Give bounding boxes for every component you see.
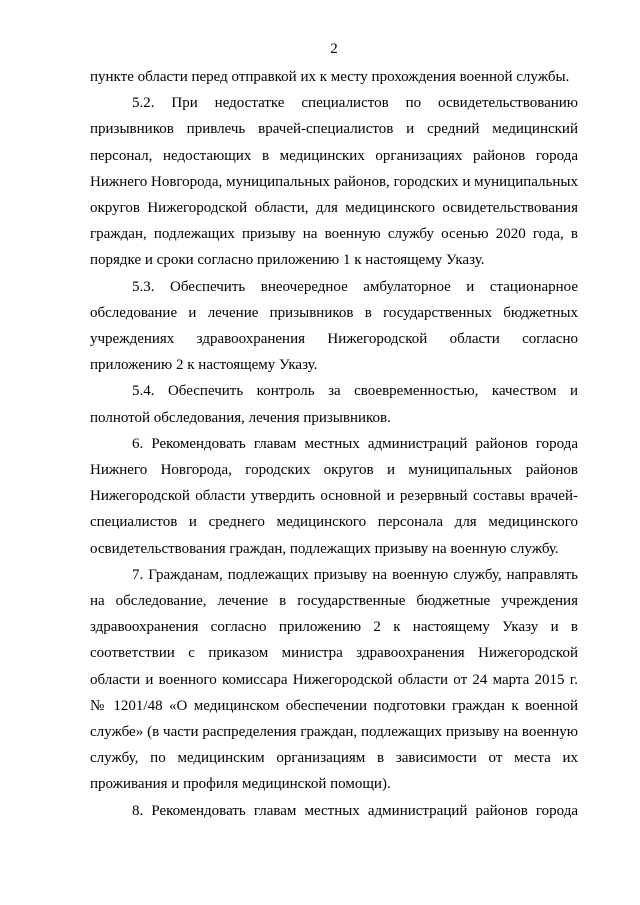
paragraph-5-2: 5.2. При недостатке специалистов по освидетельствованию призывников привлечь врачей-специалистов и средний медицинский персонал, недостающих в медицинских организациях районов города Нижнего Новгорода, муниципальных районов, городских и муниципальных округов Нижегородской области, для медицинского освидетельствования граждан, подлежащих призыву на военную службу осенью 2020 года, в порядке и сроки согласно приложению 1 к настоящему Указу. <box>90 95 578 269</box>
paragraph-6: 6. Рекомендовать главам местных администраций районов города Нижнего Новгорода, городских округов и муниципальных районов Нижегородской области утвердить основной и резервный составы врачей-специалистов и среднего медицинского персонала для медицинского освидетельствования граждан, подлежащих призыву на военную службу. <box>90 435 578 557</box>
paragraph-5-4: 5.4. Обеспечить контроль за своевременностью, качеством и полнотой обследования, лечения призывников. <box>90 383 578 426</box>
page-number: 2 <box>330 41 338 57</box>
document-page <box>90 40 578 824</box>
paragraph-8: 8. Рекомендовать главам местных администраций районов города <box>132 802 578 819</box>
paragraph-5-3: 5.3. Обеспечить внеочередное амбулаторное и стационарное обследование и лечение призывников в государственных бюджетных учреждениях здравоохранения Нижегородской области согласно приложению 2 к настоящему Указу. <box>90 278 578 374</box>
paragraph-7: 7. Гражданам, подлежащих призыву на военную службу, направлять на обследование, лечение в государственные бюджетные учреждения здравоохранения согласно приложению 2 к настоящему Указу и в соответствии с приказом министра здравоохранения Нижегородской области и военного комиссара Нижегородской области от 24 марта 2015 г. № 1201/48 «О медицинском обеспечении подготовки граждан к военной службе» (в части распределения граждан, подлежащих призыву на военную службу, по медицинским организациям в зависимости от места их проживания и профиля медицинской помощи). <box>90 566 578 793</box>
paragraph-continuation: пункте области перед отправкой их к месту прохождения военной службы. <box>90 69 570 85</box>
